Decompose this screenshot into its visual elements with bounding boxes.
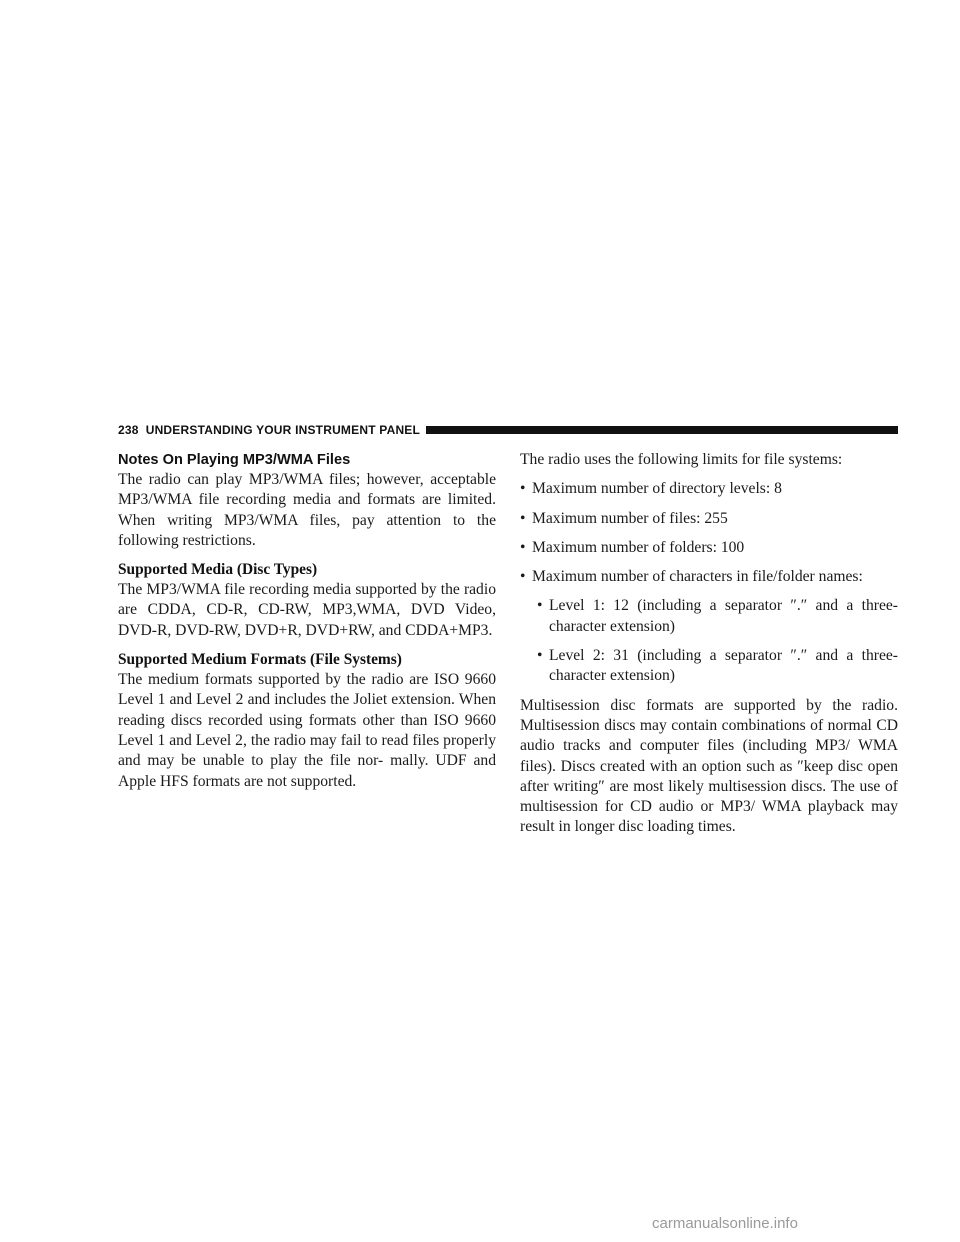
media-heading: Supported Media (Disc Types) xyxy=(118,561,318,579)
list-item-text: Maximum number of files: 255 xyxy=(532,509,728,527)
list-item xyxy=(520,567,898,587)
bullet-icon: • xyxy=(537,647,543,665)
list-item-text: Maximum number of directory levels: 8 xyxy=(532,480,782,498)
sub-list-item xyxy=(537,596,898,637)
intro-paragraph: The radio can play MP3/WMA files; however, acceptable MP3/WMA file recording media and formats are limited. When writing MP3/WMA files, pay attention to the following restrictions. xyxy=(118,471,496,549)
formats-paragraph: The medium formats supported by the radio are ISO 9660 Level 1 and Level 2 and includes the Joliet extension. When reading discs recorded using formats other than ISO 9660 Level 1 and Level 2, the radio may fail to read files properly and may be unable to play the file nor- mally. UDF and Apple HFS formats are not supported. xyxy=(118,671,496,790)
list-item xyxy=(520,509,898,529)
header-rule xyxy=(426,426,898,434)
sub-list-item-text: Level 1: 12 (including a separator ″.″ and a three- character extension) xyxy=(549,597,898,635)
right-column xyxy=(520,450,898,847)
watermark: carmanualsonline.info xyxy=(652,1215,798,1232)
bullet-icon: • xyxy=(520,509,526,527)
bullet-icon: • xyxy=(520,480,526,498)
list-item-text: Maximum number of characters in file/folder names: xyxy=(532,568,863,586)
multisession-paragraph: Multisession disc formats are supported by the radio. Multisession discs may contain combinations of normal CD audio tracks and computer files (including MP3/ WMA files). Discs created with an option such as ″keep disc open after writing″ are most likely multisession discs. The use of multisession for CD audio or MP3/ WMA playback may result in longer disc loading times. xyxy=(520,696,898,836)
page-number: 238 xyxy=(118,423,139,437)
formats-heading: Supported Medium Formats (File Systems) xyxy=(118,651,402,669)
page-header xyxy=(118,423,898,437)
bullet-icon: • xyxy=(537,597,543,615)
sub-list-item-text: Level 2: 31 (including a separator ″.″ and a three- character extension) xyxy=(549,647,898,685)
section-title: UNDERSTANDING YOUR INSTRUMENT PANEL xyxy=(145,423,421,437)
left-column xyxy=(118,450,496,801)
list-item xyxy=(520,538,898,558)
section-heading: Notes On Playing MP3/WMA Files xyxy=(118,452,351,468)
sub-list-item xyxy=(537,646,898,687)
list-item xyxy=(520,479,898,499)
limits-intro: The radio uses the following limits for file systems: xyxy=(520,451,843,468)
media-paragraph: The MP3/WMA file recording media supported by the radio are CDDA, CD-R, CD-RW, MP3,WMA, DVD Video, DVD-R, DVD-RW, DVD+R, DVD+RW, and CDDA+MP3. xyxy=(118,581,496,639)
list-item-text: Maximum number of folders: 100 xyxy=(532,538,745,556)
bullet-icon: • xyxy=(520,568,526,586)
page-number-and-section xyxy=(118,423,420,437)
bullet-icon: • xyxy=(520,538,526,556)
